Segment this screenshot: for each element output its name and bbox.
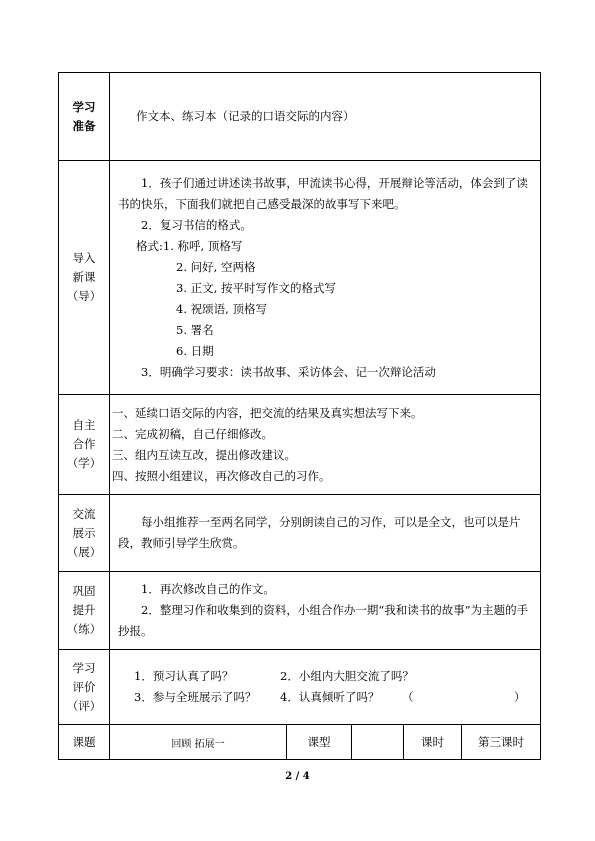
format-item-6: 6. 日期 xyxy=(176,343,214,358)
topic-value: 回顾 拓展一 xyxy=(110,725,287,760)
self-study-content xyxy=(110,395,541,495)
consolidate-content xyxy=(110,572,541,650)
evaluate-content xyxy=(110,650,541,725)
self-item-1: 一、延续口语交际的内容，把交流的结果及真实想法写下来。 xyxy=(112,405,423,420)
self-item-4: 四、按照小组建议，再次修改自己的习作。 xyxy=(112,468,331,483)
format-item-4: 4. 祝颂语, 顶格写 xyxy=(176,301,267,316)
lesson-plan-table xyxy=(58,72,541,760)
row-intro xyxy=(59,161,541,395)
self-item-2: 二、完成初稿，自己仔细修改。 xyxy=(112,426,273,441)
intro-content xyxy=(110,161,541,395)
label-intro: 导入 新课 （导） xyxy=(59,161,110,395)
share-content: 每小组推荐一至两名同学，分别朗读自己的习作，可以是全文，也可以是片段，教师引导学生欣赏。 xyxy=(110,495,541,572)
self-item-3: 三、组内互读互改，提出修改建议。 xyxy=(112,447,296,462)
label-consolidate: 巩固 提升 （练） xyxy=(59,572,110,650)
label-self-study: 自主 合作 （学） xyxy=(59,395,110,495)
format-item-1: 格式:1. 称呼, 顶格写 xyxy=(136,238,243,253)
consolidate-item-1: 1．再次修改自己的作文。 xyxy=(141,582,275,596)
label-study-prep: 学习 准备 xyxy=(59,73,110,161)
row-study-prep xyxy=(59,73,541,161)
study-prep-content: 作文本、练习本（记录的口语交际的内容） xyxy=(110,73,541,161)
eval-question-3: 3．参与全班展示了吗？ xyxy=(134,690,257,704)
eval-question-2: 2．小组内大胆交流了吗？ xyxy=(280,669,414,683)
format-item-3: 3. 正文, 按平时写作文的格式写 xyxy=(176,280,336,295)
label-share: 交流 展示 （展） xyxy=(59,495,110,572)
intro-para-3: 3．明确学习要求：读书故事、采访体会、记一次辩论活动 xyxy=(141,364,436,379)
type-label: 课型 xyxy=(287,725,352,760)
period-value: 第三课时 xyxy=(462,725,541,760)
row-evaluate xyxy=(59,650,541,725)
label-evaluate: 学习 评价 （评） xyxy=(59,650,110,725)
row-self-study xyxy=(59,395,541,495)
type-value xyxy=(352,725,404,760)
consolidate-item-2: 2．整理习作和收集到的资料，小组合作办一期“我和读书的故事”为主题的手抄报。 xyxy=(118,603,529,638)
page-number: 2 / 4 xyxy=(285,771,310,782)
format-item-5: 5. 署名 xyxy=(176,322,214,337)
row-lesson-info xyxy=(59,725,541,760)
period-label: 课时 xyxy=(404,725,462,760)
lesson-plan-sheet xyxy=(58,72,540,760)
eval-question-4: 4．认真倾听了吗？ xyxy=(280,690,380,704)
intro-para-2: 2．复习书信的格式。 xyxy=(141,217,252,232)
eval-paren-open: （ xyxy=(402,690,414,704)
row-consolidate xyxy=(59,572,541,650)
intro-para-1: 1．孩子们通过讲述读书故事，甲流读书心得，开展辩论等活动，体会到了读书的快乐，下面我们就把自己感受最深的故事写下来吧。 xyxy=(118,175,528,211)
row-share xyxy=(59,495,541,572)
format-item-2: 2. 问好, 空两格 xyxy=(176,259,256,274)
eval-question-1: 1．预习认真了吗？ xyxy=(134,669,234,683)
eval-paren-close: ） xyxy=(514,690,526,704)
topic-label: 课题 xyxy=(59,725,110,760)
